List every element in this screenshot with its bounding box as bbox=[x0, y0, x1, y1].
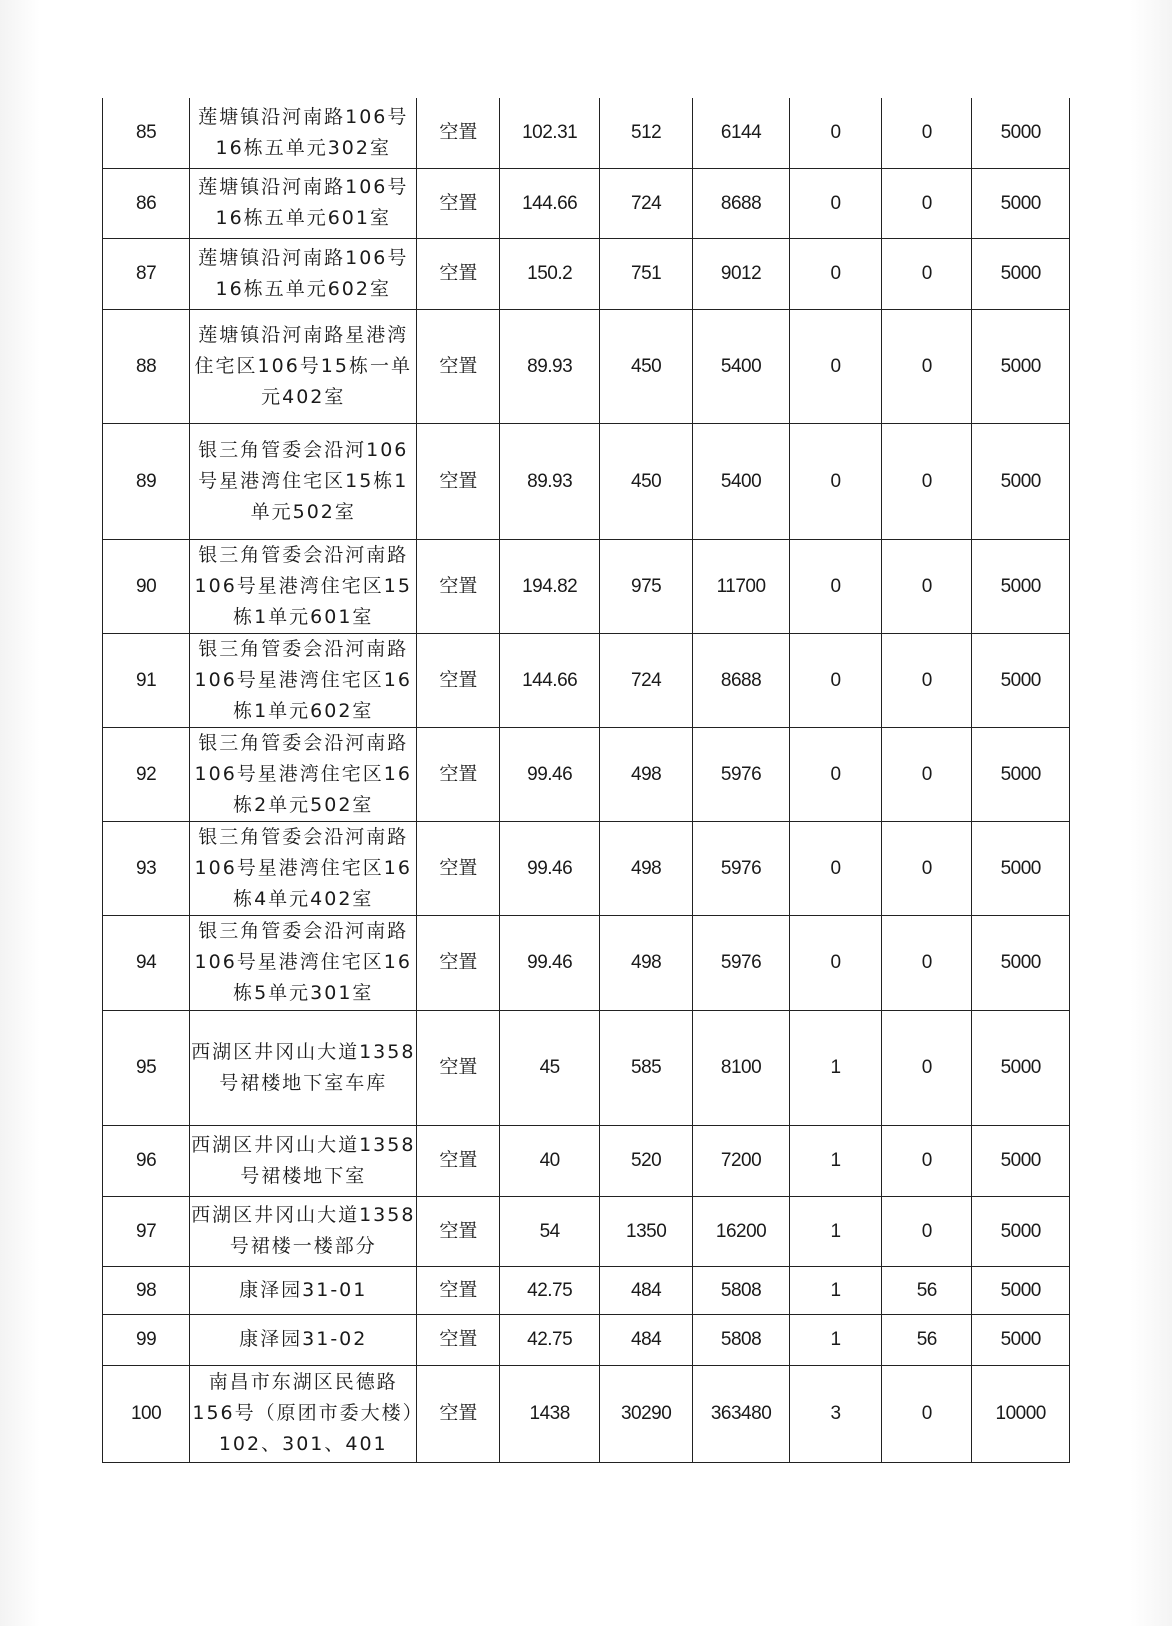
table-row bbox=[103, 1365, 1070, 1462]
table-row bbox=[103, 1196, 1070, 1266]
count-cell-b: 0 bbox=[882, 633, 972, 727]
row-number: 94 bbox=[103, 915, 190, 1010]
area-cell: 1438 bbox=[500, 1365, 600, 1462]
amount-cell: 5000 bbox=[972, 539, 1070, 633]
monthly-cell: 512 bbox=[599, 98, 692, 168]
count-cell-b: 0 bbox=[882, 539, 972, 633]
area-cell: 99.46 bbox=[500, 915, 600, 1010]
status-cell: 空置 bbox=[417, 1010, 500, 1125]
table-body bbox=[103, 98, 1070, 1462]
count-cell-a: 1 bbox=[789, 1266, 881, 1314]
status-cell: 空置 bbox=[417, 98, 500, 168]
count-cell-a: 0 bbox=[789, 309, 881, 423]
status-cell: 空置 bbox=[417, 238, 500, 309]
annual-cell: 5808 bbox=[693, 1266, 789, 1314]
annual-cell: 5976 bbox=[693, 915, 789, 1010]
amount-cell: 5000 bbox=[972, 1196, 1070, 1266]
area-cell: 99.46 bbox=[500, 727, 600, 821]
annual-cell: 6144 bbox=[693, 98, 789, 168]
status-cell: 空置 bbox=[417, 1196, 500, 1266]
area-cell: 194.82 bbox=[500, 539, 600, 633]
row-number: 86 bbox=[103, 168, 190, 238]
status-cell: 空置 bbox=[417, 633, 500, 727]
row-number: 97 bbox=[103, 1196, 190, 1266]
address-cell: 莲塘镇沿河南路106号16栋五单元601室 bbox=[190, 168, 417, 238]
monthly-cell: 30290 bbox=[599, 1365, 692, 1462]
row-number: 99 bbox=[103, 1314, 190, 1365]
count-cell-a: 1 bbox=[789, 1125, 881, 1196]
annual-cell: 7200 bbox=[693, 1125, 789, 1196]
table-row bbox=[103, 98, 1070, 168]
area-cell: 144.66 bbox=[500, 168, 600, 238]
monthly-cell: 498 bbox=[599, 727, 692, 821]
monthly-cell: 724 bbox=[599, 168, 692, 238]
area-cell: 42.75 bbox=[500, 1314, 600, 1365]
table-row bbox=[103, 1010, 1070, 1125]
status-cell: 空置 bbox=[417, 309, 500, 423]
monthly-cell: 498 bbox=[599, 821, 692, 915]
address-cell: 银三角管委会沿河南路106号星港湾住宅区16栋1单元602室 bbox=[190, 633, 417, 727]
table-row bbox=[103, 539, 1070, 633]
count-cell-a: 0 bbox=[789, 727, 881, 821]
address-cell: 康泽园31-02 bbox=[190, 1314, 417, 1365]
monthly-cell: 751 bbox=[599, 238, 692, 309]
count-cell-b: 0 bbox=[882, 168, 972, 238]
status-cell: 空置 bbox=[417, 915, 500, 1010]
count-cell-b: 0 bbox=[882, 727, 972, 821]
property-table bbox=[102, 98, 1070, 1463]
monthly-cell: 450 bbox=[599, 309, 692, 423]
table-row bbox=[103, 423, 1070, 539]
amount-cell: 5000 bbox=[972, 1314, 1070, 1365]
annual-cell: 8688 bbox=[693, 168, 789, 238]
count-cell-a: 0 bbox=[789, 238, 881, 309]
row-number: 92 bbox=[103, 727, 190, 821]
row-number: 87 bbox=[103, 238, 190, 309]
count-cell-b: 0 bbox=[882, 915, 972, 1010]
monthly-cell: 1350 bbox=[599, 1196, 692, 1266]
count-cell-b: 0 bbox=[882, 1010, 972, 1125]
count-cell-b: 56 bbox=[882, 1266, 972, 1314]
row-number: 90 bbox=[103, 539, 190, 633]
status-cell: 空置 bbox=[417, 1314, 500, 1365]
count-cell-b: 0 bbox=[882, 309, 972, 423]
count-cell-a: 0 bbox=[789, 98, 881, 168]
count-cell-a: 0 bbox=[789, 915, 881, 1010]
status-cell: 空置 bbox=[417, 727, 500, 821]
row-number: 100 bbox=[103, 1365, 190, 1462]
area-cell: 40 bbox=[500, 1125, 600, 1196]
count-cell-b: 0 bbox=[882, 1196, 972, 1266]
row-number: 93 bbox=[103, 821, 190, 915]
count-cell-b: 56 bbox=[882, 1314, 972, 1365]
row-number: 85 bbox=[103, 98, 190, 168]
row-number: 98 bbox=[103, 1266, 190, 1314]
annual-cell: 5976 bbox=[693, 727, 789, 821]
amount-cell: 5000 bbox=[972, 423, 1070, 539]
row-number: 95 bbox=[103, 1010, 190, 1125]
amount-cell: 5000 bbox=[972, 633, 1070, 727]
table-row bbox=[103, 1266, 1070, 1314]
table-row bbox=[103, 633, 1070, 727]
count-cell-a: 0 bbox=[789, 423, 881, 539]
annual-cell: 16200 bbox=[693, 1196, 789, 1266]
status-cell: 空置 bbox=[417, 423, 500, 539]
address-cell: 西湖区井冈山大道1358号裙楼地下室 bbox=[190, 1125, 417, 1196]
amount-cell: 5000 bbox=[972, 1266, 1070, 1314]
row-number: 96 bbox=[103, 1125, 190, 1196]
count-cell-a: 1 bbox=[789, 1314, 881, 1365]
count-cell-b: 0 bbox=[882, 1365, 972, 1462]
area-cell: 89.93 bbox=[500, 309, 600, 423]
amount-cell: 10000 bbox=[972, 1365, 1070, 1462]
area-cell: 102.31 bbox=[500, 98, 600, 168]
count-cell-b: 0 bbox=[882, 98, 972, 168]
monthly-cell: 724 bbox=[599, 633, 692, 727]
count-cell-a: 0 bbox=[789, 168, 881, 238]
count-cell-b: 0 bbox=[882, 1125, 972, 1196]
annual-cell: 5400 bbox=[693, 309, 789, 423]
address-cell: 莲塘镇沿河南路106号16栋五单元302室 bbox=[190, 98, 417, 168]
annual-cell: 9012 bbox=[693, 238, 789, 309]
count-cell-a: 0 bbox=[789, 539, 881, 633]
address-cell: 莲塘镇沿河南路星港湾住宅区106号15栋一单元402室 bbox=[190, 309, 417, 423]
address-cell: 西湖区井冈山大道1358号裙楼地下室车库 bbox=[190, 1010, 417, 1125]
annual-cell: 5808 bbox=[693, 1314, 789, 1365]
annual-cell: 5400 bbox=[693, 423, 789, 539]
area-cell: 45 bbox=[500, 1010, 600, 1125]
monthly-cell: 975 bbox=[599, 539, 692, 633]
amount-cell: 5000 bbox=[972, 727, 1070, 821]
monthly-cell: 585 bbox=[599, 1010, 692, 1125]
address-cell: 莲塘镇沿河南路106号16栋五单元602室 bbox=[190, 238, 417, 309]
area-cell: 54 bbox=[500, 1196, 600, 1266]
status-cell: 空置 bbox=[417, 168, 500, 238]
status-cell: 空置 bbox=[417, 539, 500, 633]
area-cell: 150.2 bbox=[500, 238, 600, 309]
monthly-cell: 520 bbox=[599, 1125, 692, 1196]
annual-cell: 8100 bbox=[693, 1010, 789, 1125]
count-cell-a: 3 bbox=[789, 1365, 881, 1462]
address-cell: 银三角管委会沿河南路106号星港湾住宅区15栋1单元601室 bbox=[190, 539, 417, 633]
area-cell: 99.46 bbox=[500, 821, 600, 915]
row-number: 89 bbox=[103, 423, 190, 539]
row-number: 88 bbox=[103, 309, 190, 423]
annual-cell: 11700 bbox=[693, 539, 789, 633]
count-cell-b: 0 bbox=[882, 821, 972, 915]
address-cell: 银三角管委会沿河南路106号星港湾住宅区16栋2单元502室 bbox=[190, 727, 417, 821]
annual-cell: 5976 bbox=[693, 821, 789, 915]
area-cell: 144.66 bbox=[500, 633, 600, 727]
status-cell: 空置 bbox=[417, 1365, 500, 1462]
amount-cell: 5000 bbox=[972, 1010, 1070, 1125]
count-cell-a: 0 bbox=[789, 633, 881, 727]
area-cell: 42.75 bbox=[500, 1266, 600, 1314]
table-row bbox=[103, 821, 1070, 915]
table-row bbox=[103, 238, 1070, 309]
amount-cell: 5000 bbox=[972, 309, 1070, 423]
status-cell: 空置 bbox=[417, 1266, 500, 1314]
amount-cell: 5000 bbox=[972, 238, 1070, 309]
amount-cell: 5000 bbox=[972, 168, 1070, 238]
amount-cell: 5000 bbox=[972, 821, 1070, 915]
annual-cell: 8688 bbox=[693, 633, 789, 727]
address-cell: 南昌市东湖区民德路156号（原团市委大楼）102、301、401 bbox=[190, 1365, 417, 1462]
table-row bbox=[103, 1314, 1070, 1365]
monthly-cell: 450 bbox=[599, 423, 692, 539]
status-cell: 空置 bbox=[417, 1125, 500, 1196]
count-cell-a: 0 bbox=[789, 821, 881, 915]
count-cell-b: 0 bbox=[882, 238, 972, 309]
table-row bbox=[103, 168, 1070, 238]
address-cell: 西湖区井冈山大道1358号裙楼一楼部分 bbox=[190, 1196, 417, 1266]
address-cell: 康泽园31-01 bbox=[190, 1266, 417, 1314]
annual-cell: 363480 bbox=[693, 1365, 789, 1462]
count-cell-a: 1 bbox=[789, 1010, 881, 1125]
monthly-cell: 484 bbox=[599, 1266, 692, 1314]
address-cell: 银三角管委会沿河106号星港湾住宅区15栋1单元502室 bbox=[190, 423, 417, 539]
count-cell-a: 1 bbox=[789, 1196, 881, 1266]
table-row bbox=[103, 727, 1070, 821]
amount-cell: 5000 bbox=[972, 98, 1070, 168]
row-number: 91 bbox=[103, 633, 190, 727]
monthly-cell: 498 bbox=[599, 915, 692, 1010]
status-cell: 空置 bbox=[417, 821, 500, 915]
table-row bbox=[103, 309, 1070, 423]
monthly-cell: 484 bbox=[599, 1314, 692, 1365]
address-cell: 银三角管委会沿河南路106号星港湾住宅区16栋4单元402室 bbox=[190, 821, 417, 915]
address-cell: 银三角管委会沿河南路106号星港湾住宅区16栋5单元301室 bbox=[190, 915, 417, 1010]
amount-cell: 5000 bbox=[972, 915, 1070, 1010]
area-cell: 89.93 bbox=[500, 423, 600, 539]
table-row bbox=[103, 1125, 1070, 1196]
count-cell-b: 0 bbox=[882, 423, 972, 539]
amount-cell: 5000 bbox=[972, 1125, 1070, 1196]
table-row bbox=[103, 915, 1070, 1010]
